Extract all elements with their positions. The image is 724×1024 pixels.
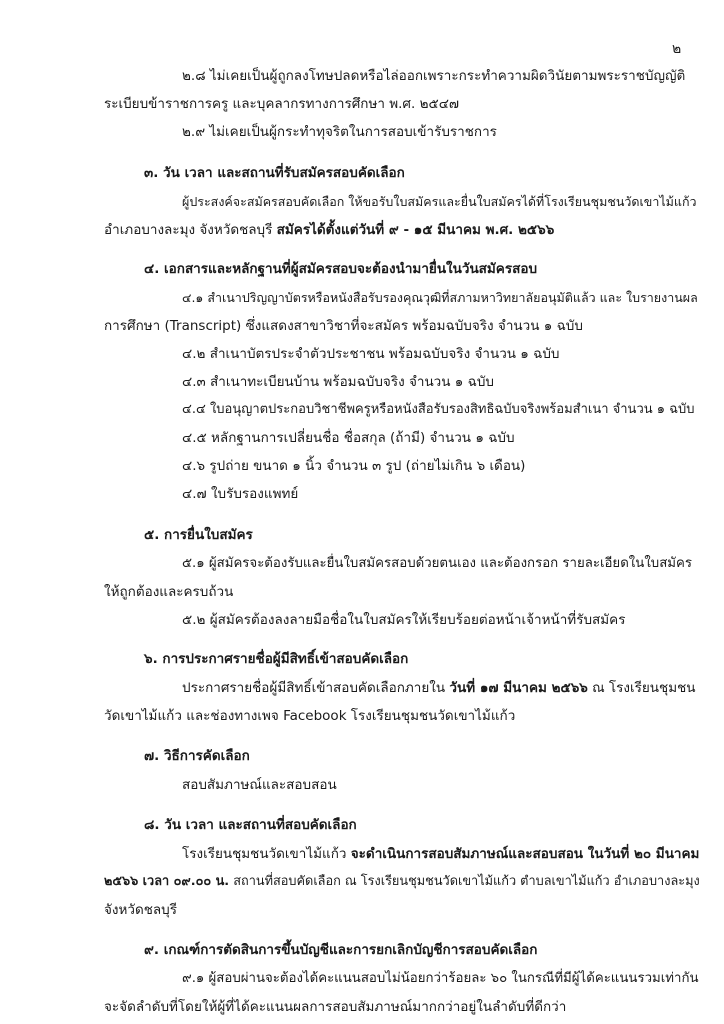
item-4-5: ๔.๕ หลักฐานการเปลี่ยนชื่อ ชื่อสกุล (ถ้ามี) จำนวน ๑ ฉบับ xyxy=(182,430,515,446)
section-6-location: ณ โรงเรียนชุมชน xyxy=(587,680,696,696)
section-8-place: สถานที่สอบคัดเลือก ณ โรงเรียนชุมชนวัดเขาไม้แก้ว ตำบลเขาไม้แก้ว อำเภอบางละมุง xyxy=(229,874,700,889)
section-8-para-line1 xyxy=(182,844,699,864)
section-8-para-line3: จังหวัดชลบุรี xyxy=(104,902,178,918)
item-4-7: ๔.๗ ใบรับรองแพทย์ xyxy=(182,486,299,502)
item-5-1-line1: ๕.๑ ผู้สมัครจะต้องรับและยื่นใบสมัครสอบด้วยตนเอง และต้องกรอก รายละเอียดในใบสมัคร xyxy=(182,556,693,571)
section-3-dates: สมัครได้ตั้งแต่วันที่ ๙ - ๑๕ มีนาคม พ.ศ. ๒๕๖๖ xyxy=(276,222,555,238)
item-9-1-line1: ๙.๑ ผู้สอบผ่านจะต้องได้คะแนนสอบไม่น้อยกว่าร้อยละ ๖๐ ในกรณีที่มีผู้ได้คะแนนรวมเท่ากัน xyxy=(182,971,699,986)
section-3-location: อำเภอบางละมุง จังหวัดชลบุรี xyxy=(104,222,277,238)
section-3-para-line2 xyxy=(104,220,554,240)
item-4-3: ๔.๓ สำเนาทะเบียนบ้าน พร้อมฉบับจริง จำนวน ๑ ฉบับ xyxy=(182,374,494,390)
item-4-2: ๔.๒ สำเนาบัตรประจำตัวประชาชน พร้อมฉบับจริง จำนวน ๑ ฉบับ xyxy=(182,346,560,362)
item-4-6: ๔.๖ รูปถ่าย ขนาด ๑ นิ้ว จำนวน ๓ รูป (ถ่ายไม่เกิน ๖ เดือน) xyxy=(182,458,526,474)
section-8-time: ๒๕๖๖ เวลา ๐๙.๐๐ น. xyxy=(104,874,230,889)
section-7-para: สอบสัมภาษณ์และสอบสอน xyxy=(182,777,337,793)
section-4-heading: ๔. เอกสารและหลักฐานที่ผู้สมัครสอบจะต้องนำมายื่นในวันสมัครสอบ xyxy=(144,261,538,277)
section-6-text: ประกาศรายชื่อผู้มีสิทธิ์เข้าสอบคัดเลือกภายใน xyxy=(182,680,450,696)
section-3-para-line1: ผู้ประสงค์จะสมัครสอบคัดเลือก ให้ขอรับใบสมัครและยื่นใบสมัครได้ที่โรงเรียนชุมชนวัดเขาไม้แก้ว xyxy=(182,194,697,209)
section-8-heading: ๘. วัน เวลา และสถานที่สอบคัดเลือก xyxy=(144,817,357,833)
section-8-para-line2 xyxy=(104,872,700,892)
item-5-1-line2: ให้ถูกต้องและครบถ้วน xyxy=(104,584,234,600)
item-9-1-line2: จะจัดลำดับที่โดยให้ผู้ที่ได้คะแนนผลการสอบสัมภาษณ์มากกว่าอยู่ในลำดับที่ดีกว่า xyxy=(104,999,567,1015)
item-2-8-line1: ๒.๘ ไม่เคยเป็นผู้ถูกลงโทษปลดหรือไล่ออกเพราะกระทำความผิดวินัยตามพระราชบัญญัติ xyxy=(182,68,686,84)
item-4-4: ๔.๔ ใบอนุญาตประกอบวิชาชีพครูหรือหนังสือรับรองสิทธิฉบับจริงพร้อมสำเนา จำนวน ๑ ฉบับ xyxy=(182,402,695,417)
section-9-heading: ๙. เกณฑ์การตัดสินการขึ้นบัญชีและการยกเลิกบัญชีการสอบคัดเลือก xyxy=(144,942,538,958)
section-5-heading: ๕. การยื่นใบสมัคร xyxy=(144,527,253,543)
section-3-heading: ๓. วัน เวลา และสถานที่รับสมัครสอบคัดเลือก xyxy=(144,165,405,181)
page-number: ๒ xyxy=(672,41,682,57)
section-6-para-line1 xyxy=(182,678,696,698)
section-6-heading: ๖. การประกาศรายชื่อผู้มีสิทธิ์เข้าสอบคัดเลือก xyxy=(144,651,409,667)
section-8-date: จะดำเนินการสอบสัมภาษณ์และสอบสอน ในวันที่ ๒๐ มีนาคม xyxy=(350,846,700,862)
item-4-1-line2: การศึกษา (Transcript) ซึ่งแสดงสาขาวิชาที่จะสมัคร พร้อมฉบับจริง จำนวน ๑ ฉบับ xyxy=(104,318,583,334)
section-6-date: วันที่ ๑๗ มีนาคม ๒๕๖๖ xyxy=(449,680,588,696)
item-2-9: ๒.๙ ไม่เคยเป็นผู้กระทำทุจริตในการสอบเข้ารับราชการ xyxy=(182,124,497,140)
item-4-1-line1: ๔.๑ สำเนาปริญญาบัตรหรือหนังสือรับรองคุณวุฒิที่สภามหาวิทยาลัยอนุมัติแล้ว และ ใบรายงานผล xyxy=(182,290,698,305)
item-2-8-line2: ระเบียบข้าราชการครู และบุคลากรทางการศึกษา พ.ศ. ๒๕๔๗ xyxy=(104,96,460,112)
section-8-school: โรงเรียนชุมชนวัดเขาไม้แก้ว xyxy=(182,846,351,862)
section-7-heading: ๗. วิธีการคัดเลือก xyxy=(144,748,250,764)
section-6-para-line2: วัดเขาไม้แก้ว และช่องทางเพจ Facebook โรงเรียนชุมชนวัดเขาไม้แก้ว xyxy=(104,708,516,724)
item-5-2: ๕.๒ ผู้สมัครต้องลงลายมือชื่อในใบสมัครให้เรียบร้อยต่อหน้าเจ้าหน้าที่รับสมัคร xyxy=(182,612,626,628)
